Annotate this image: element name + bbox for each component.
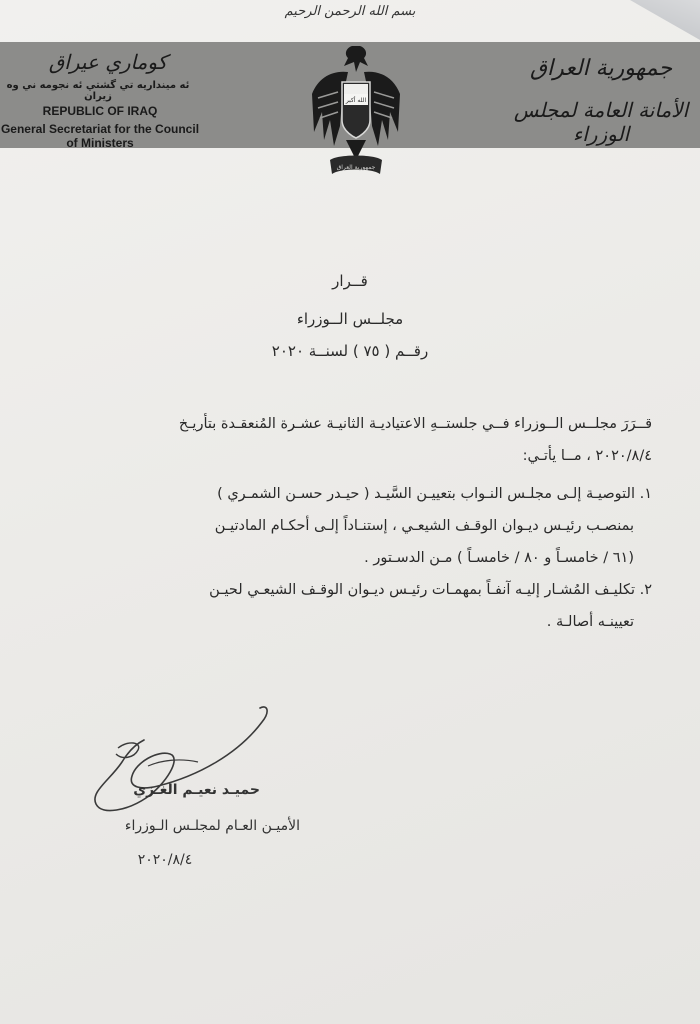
handwritten-signature [88,700,278,820]
signature-date: ٢٠٢٠/٨/٤ [137,852,193,868]
decision-item-2 [62,574,652,638]
emblem-motto: الله أكبر [345,97,367,104]
emblem-label: جمهورية العراق [336,164,376,171]
signatory-title: الأميـن العـام لمجلـس الـوزراء [124,818,300,834]
item-line: تعيينـه أصالـة . [546,614,634,630]
english-subtitle: General Secretariat for the Council of Ministers [0,122,200,150]
signatory-name: حميـد نعيـم الغـزي [133,782,260,798]
arabic-title: جمهورية العراق [529,56,673,81]
arabic-subtitle: الأمانة العامة لمجلس الوزراء [513,98,689,146]
letterhead-band [0,42,700,171]
decision-title: قــرار [332,272,368,290]
decision-number: رقــم ( ٧٥ ) لسنــة ٢٠٢٠ [271,342,429,360]
kurdish-title: كوماري عيراق [48,50,168,74]
english-title: REPUBLIC OF IRAQ [42,104,158,118]
basmala: بسم الله الرحمن الرحيم [284,4,416,19]
letterhead-left [0,42,210,148]
item-line: ١. التوصيـة إلـى مجلـس النـواب بتعييـن السَّيـد ( حيـدر حسـن الشمـري ) [217,486,652,502]
decision-item-1 [62,478,652,574]
decision-council: مجلــس الــوزراء [296,310,404,328]
item-line: ٢. تكليـف المُشـار إليـه آنفـاً بمهمـات رئيـس ديـوان الوقـف الشيعـي لحيـن [209,582,652,598]
item-line: بمنصـب رئيـس ديـوان الوقـف الشيعـي ، إستنـاداً إلـى أحكـام المادتيـن [214,518,634,534]
intro-line: قــرَرَ مجلــس الــوزراء فــي جلستــهِ الاعتياديـة الثانيـة عشـرة المُنعقـدة بتأريـخ [178,416,652,432]
page-corner-fold [630,0,700,40]
letterhead-right [500,42,700,148]
iraq-eagle-emblem-icon [308,42,404,178]
intro-paragraph [62,408,652,472]
kurdish-subtitle: ئه مينداريه تي گشتي ئه نجومه ني وه زيران [6,80,190,102]
intro-line: ٢٠٢٠/٨/٤ ، مــا يأتـي: [522,448,652,464]
item-line: (٦١ / خامسـاً و ٨٠ / خامسـاً ) مـن الدسـتور . [364,550,634,566]
